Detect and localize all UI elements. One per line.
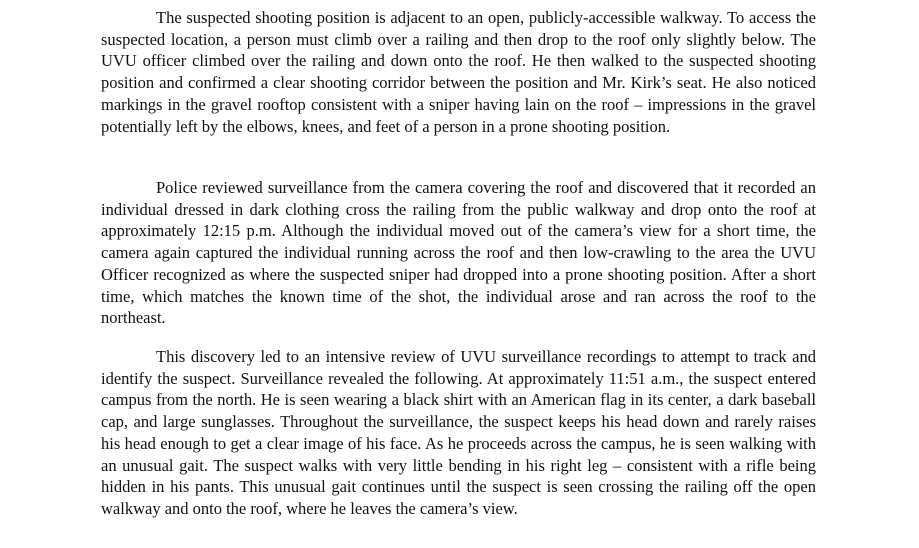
paragraph-suspect-tracking: This discovery led to an intensive review of UVU surveillance recordings to attempt to track and identify the suspect. Surveillance revealed the following. At approximately 11:51 a.m., the suspect entered campus from the north. He is seen wearing a black shirt with an American flag in its center, a dark baseball cap, and large sunglasses. Throughout the surveillance, the suspect keeps his head down and rarely raises his head enough to get a clear image of his face. As he proceeds across the campus, he is seen walking with an unusual gait. The suspect walks with very little bending in his right leg – consistent with a rifle being hidden in his pants. This unusual gait continues until the suspect is seen crossing the railing off the open walkway and onto the roof, where he leaves the camera’s view. [101, 347, 816, 518]
paragraph-roof-surveillance: Police reviewed surveillance from the camera covering the roof and discovered that it recorded an individual dressed in dark clothing cross the railing from the public walkway and drop onto the roof at approximately 12:15 p.m. Although the individual moved out of the camera’s view for a short time, the camera again captured the individual running across the roof and then low-crawling to the area the UVU Officer recognized as where the suspected sniper had dropped into a prone shooting position. After a short time, which matches the known time of the shot, the individual arose and ran across the roof to the northeast. [101, 178, 816, 328]
paragraph-shooting-position: The suspected shooting position is adjacent to an open, publicly-accessible walkway. To access the suspected location, a person must climb over a railing and then drop to the roof only slightly below. The UVU officer climbed over the railing and down onto the roof. He then walked to the suspected shooting position and confirmed a clear shooting corridor between the position and Mr. Kirk’s seat. He also noticed markings in the gravel rooftop consistent with a sniper having lain on the roof – impressions in the gravel potentially left by the elbows, knees, and feet of a person in a prone shooting position. [101, 8, 816, 136]
